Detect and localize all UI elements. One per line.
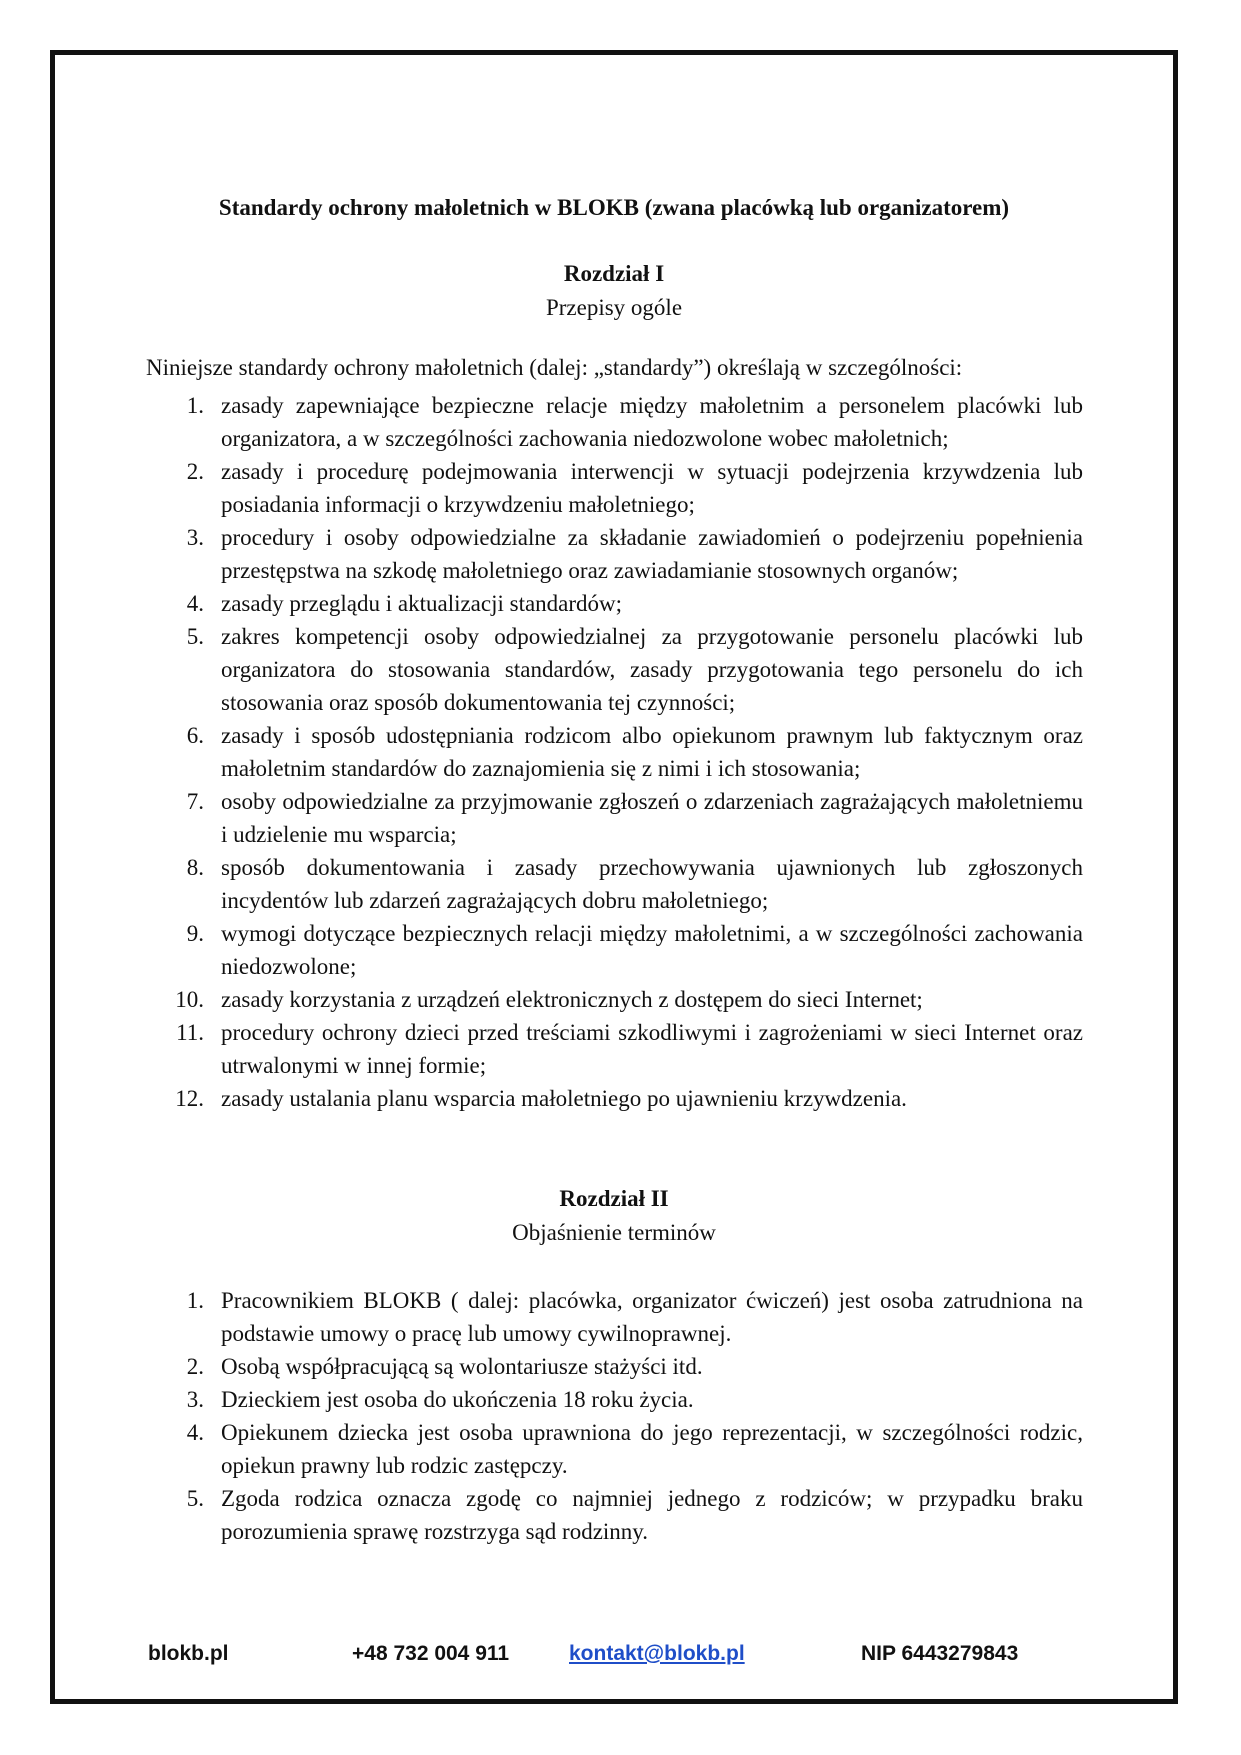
list-item-number: 5. xyxy=(186,1486,204,1511)
chapter-2-heading: Rozdział II xyxy=(559,1186,669,1211)
list-item-number: 9. xyxy=(186,921,204,946)
list-item-text: zasady i sposób udostępniania rodzicom albo opiekunom prawnym lub faktycznym oraz małoletnim standardów do zaznajomienia się z nimi i ich stosowania; xyxy=(221,723,1083,781)
list-item-number: 6. xyxy=(186,723,204,748)
list-item xyxy=(146,1082,1083,1115)
list-item-text: procedury i osoby odpowiedzialne za składanie zawiadomień o podejrzeniu popełnienia przestępstwa na szkodę małoletniego oraz zawiadamianie stosownych organów; xyxy=(221,525,1083,583)
list-item-text: Osobą współpracującą są wolontariusze stażyści itd. xyxy=(221,1354,703,1379)
list-item-number: 11. xyxy=(176,1020,204,1045)
list-item-number: 8. xyxy=(186,855,204,880)
list-item-text: wymogi dotyczące bezpiecznych relacji między małoletnimi, a w szczególności zachowania niedozwolone; xyxy=(221,921,1083,979)
list-item-number: 2. xyxy=(186,1354,204,1379)
list-item-text: zasady przeglądu i aktualizacji standardów; xyxy=(221,591,623,616)
footer xyxy=(0,1642,1241,1672)
list-item xyxy=(146,917,1083,983)
list-item-number: 1. xyxy=(186,1288,204,1313)
footer-email-link[interactable]: kontakt@blokb.pl xyxy=(569,1642,745,1665)
footer-nip: NIP 6443279843 xyxy=(861,1642,1019,1665)
chapter-1-header xyxy=(55,257,1173,325)
list-item xyxy=(146,620,1083,719)
footer-phone: +48 732 004 911 xyxy=(352,1642,510,1665)
list-item xyxy=(146,1416,1083,1482)
list-item xyxy=(146,455,1083,521)
list-item xyxy=(146,389,1083,455)
list-item-text: Pracownikiem BLOKB ( dalej: placówka, organizator ćwiczeń) jest osoba zatrudniona na podstawie umowy o pracę lub umowy cywilnoprawnej. xyxy=(221,1288,1083,1346)
chapter-2-subheading: Objaśnienie terminów xyxy=(512,1220,716,1245)
list-item xyxy=(146,1350,1083,1383)
chapter-1-intro: Niniejsze standardy ochrony małoletnich (dalej: „standardy”) określają w szczególności: xyxy=(146,355,963,380)
list-item-number: 10. xyxy=(175,987,204,1012)
chapter-1-heading: Rozdział I xyxy=(563,261,665,286)
list-item-text: zasady zapewniające bezpieczne relacje między małoletnim a personelem placówki lub organizatora, a w szczególności zachowania niedozwolone wobec małoletnich; xyxy=(221,393,1083,451)
list-item xyxy=(146,1383,1083,1416)
list-item-text: zakres kompetencji osoby odpowiedzialnej za przygotowanie personelu placówki lub organizatora do stosowania standardów, zasady przygotowania tego personelu do ich stosowania oraz sposób dokumentowania tej czynności; xyxy=(221,624,1083,715)
list-item-number: 3. xyxy=(186,1387,204,1412)
chapter-1-subheading: Przepisy ogóle xyxy=(545,295,683,320)
list-item xyxy=(146,851,1083,917)
list-item-text: zasady ustalania planu wsparcia małoletniego po ujawnieniu krzywdzenia. xyxy=(221,1086,907,1111)
list-item-number: 2. xyxy=(186,459,204,484)
list-item-text: procedury ochrony dzieci przed treściami szkodliwymi i zagrożeniami w sieci Internet oraz utrwalonymi w innej formie; xyxy=(221,1020,1083,1078)
list-item xyxy=(146,1016,1083,1082)
list-item-number: 4. xyxy=(186,591,204,616)
list-item-text: Opiekunem dziecka jest osoba uprawniona do jego reprezentacji, w szczególności rodzic, opiekun prawny lub rodzic zastępczy. xyxy=(221,1420,1083,1478)
list-item xyxy=(146,521,1083,587)
chapter-2-list xyxy=(146,1284,1083,1548)
list-item xyxy=(146,1482,1083,1548)
chapter-1-list xyxy=(146,389,1083,1115)
document-title: Standardy ochrony małoletnich w BLOKB (zwana placówką lub organizatorem) xyxy=(218,195,1010,220)
chapter-2-header xyxy=(55,1182,1173,1250)
list-item-text: zasady korzystania z urządzeń elektronicznych z dostępem do sieci Internet; xyxy=(221,987,923,1012)
list-item-number: 7. xyxy=(186,789,204,814)
list-item-number: 1. xyxy=(186,393,204,418)
list-item xyxy=(146,785,1083,851)
list-item-number: 5. xyxy=(186,624,204,649)
list-item-text: osoby odpowiedzialne za przyjmowanie zgłoszeń o zdarzeniach zagrażających małoletniemu i udzielenie mu wsparcia; xyxy=(221,789,1083,847)
list-item-number: 3. xyxy=(186,525,204,550)
list-item-number: 4. xyxy=(186,1420,204,1445)
list-item xyxy=(146,719,1083,785)
footer-website[interactable]: blokb.pl xyxy=(148,1642,229,1665)
list-item-text: Dzieckiem jest osoba do ukończenia 18 roku życia. xyxy=(221,1387,694,1412)
list-item xyxy=(146,1284,1083,1350)
list-item xyxy=(146,587,1083,620)
list-item-text: sposób dokumentowania i zasady przechowywania ujawnionych lub zgłoszonych incydentów lub zdarzeń zagrażających dobru małoletniego; xyxy=(221,855,1083,913)
list-item-text: zasady i procedurę podejmowania interwencji w sytuacji podejrzenia krzywdzenia lub posiadania informacji o krzywdzeniu małoletniego; xyxy=(221,459,1083,517)
list-item-number: 12. xyxy=(175,1086,204,1111)
list-item xyxy=(146,983,1083,1016)
list-item-text: Zgoda rodzica oznacza zgodę co najmniej jednego z rodziców; w przypadku braku porozumienia sprawę rozstrzyga sąd rodzinny. xyxy=(221,1486,1083,1544)
